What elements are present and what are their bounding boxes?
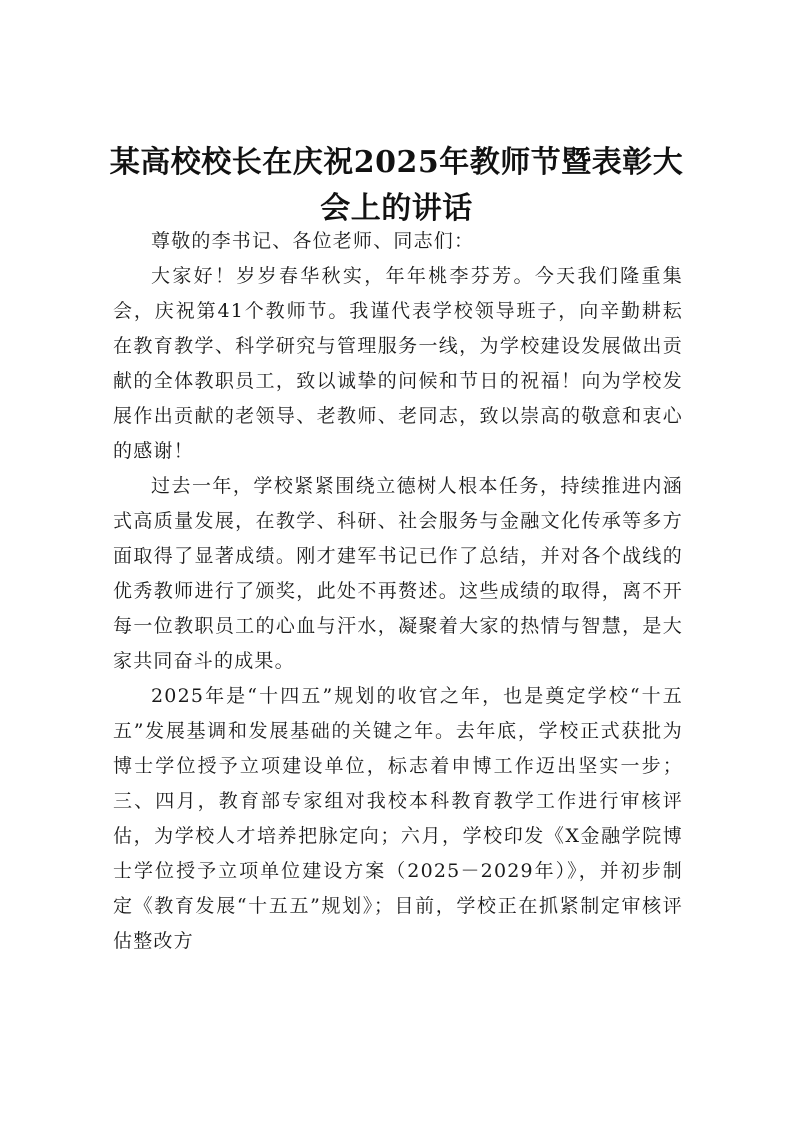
salutation: 尊敬的李书记、各位老师、同志们： [151,230,475,252]
paragraph-plans: 2025年是“十四五”规划的收官之年，也是奠定学校“十五五”发展基调和发展基础的关键之年。去年底，学校正式获批为博士学位授予立项建设单位，标志着申博工作迈出坚实一步；三、四月，教育部专家组对我校本科教育教学工作进行审核评估，为学校人才培养把脉定向；六月，学校印发《X金融学院博士学位授予立项单位建设方案（2025－2029年）》，并初步制定《教育发展“十五五”规划》；目前，学校正在抓紧制定审核评估整改方 [113,685,683,952]
document-body [113,224,683,959]
paragraph-greeting: 大家好！岁岁春华秋实，年年桃李芬芳。今天我们隆重集会，庆祝第41个教师节。我谨代表学校领导班子，向辛勤耕耘在教育教学、科学研究与管理服务一线，为学校建设发展做出贡献的全体教职员工，致以诚挚的问候和节日的祝福！向为学校发展作出贡献的老领导、老教师、老同志，致以崇高的敬意和衷心的感谢！ [113,265,683,462]
paragraph-achievements: 过去一年，学校紧紧围绕立德树人根本任务，持续推进内涵式高质量发展，在教学、科研、社会服务与金融文化传承等多方面取得了显著成绩。刚才建军书记已作了总结，并对各个战线的优秀教师进行了颁奖，此处不再赘述。这些成绩的取得，离不开每一位教职员工的心血与汗水，凝聚着大家的热情与智慧，是大家共同奋斗的成果。 [113,475,683,672]
document-title: 某高校校长在庆祝2025年教师节暨表彰大会上的讲话 [109,145,684,226]
